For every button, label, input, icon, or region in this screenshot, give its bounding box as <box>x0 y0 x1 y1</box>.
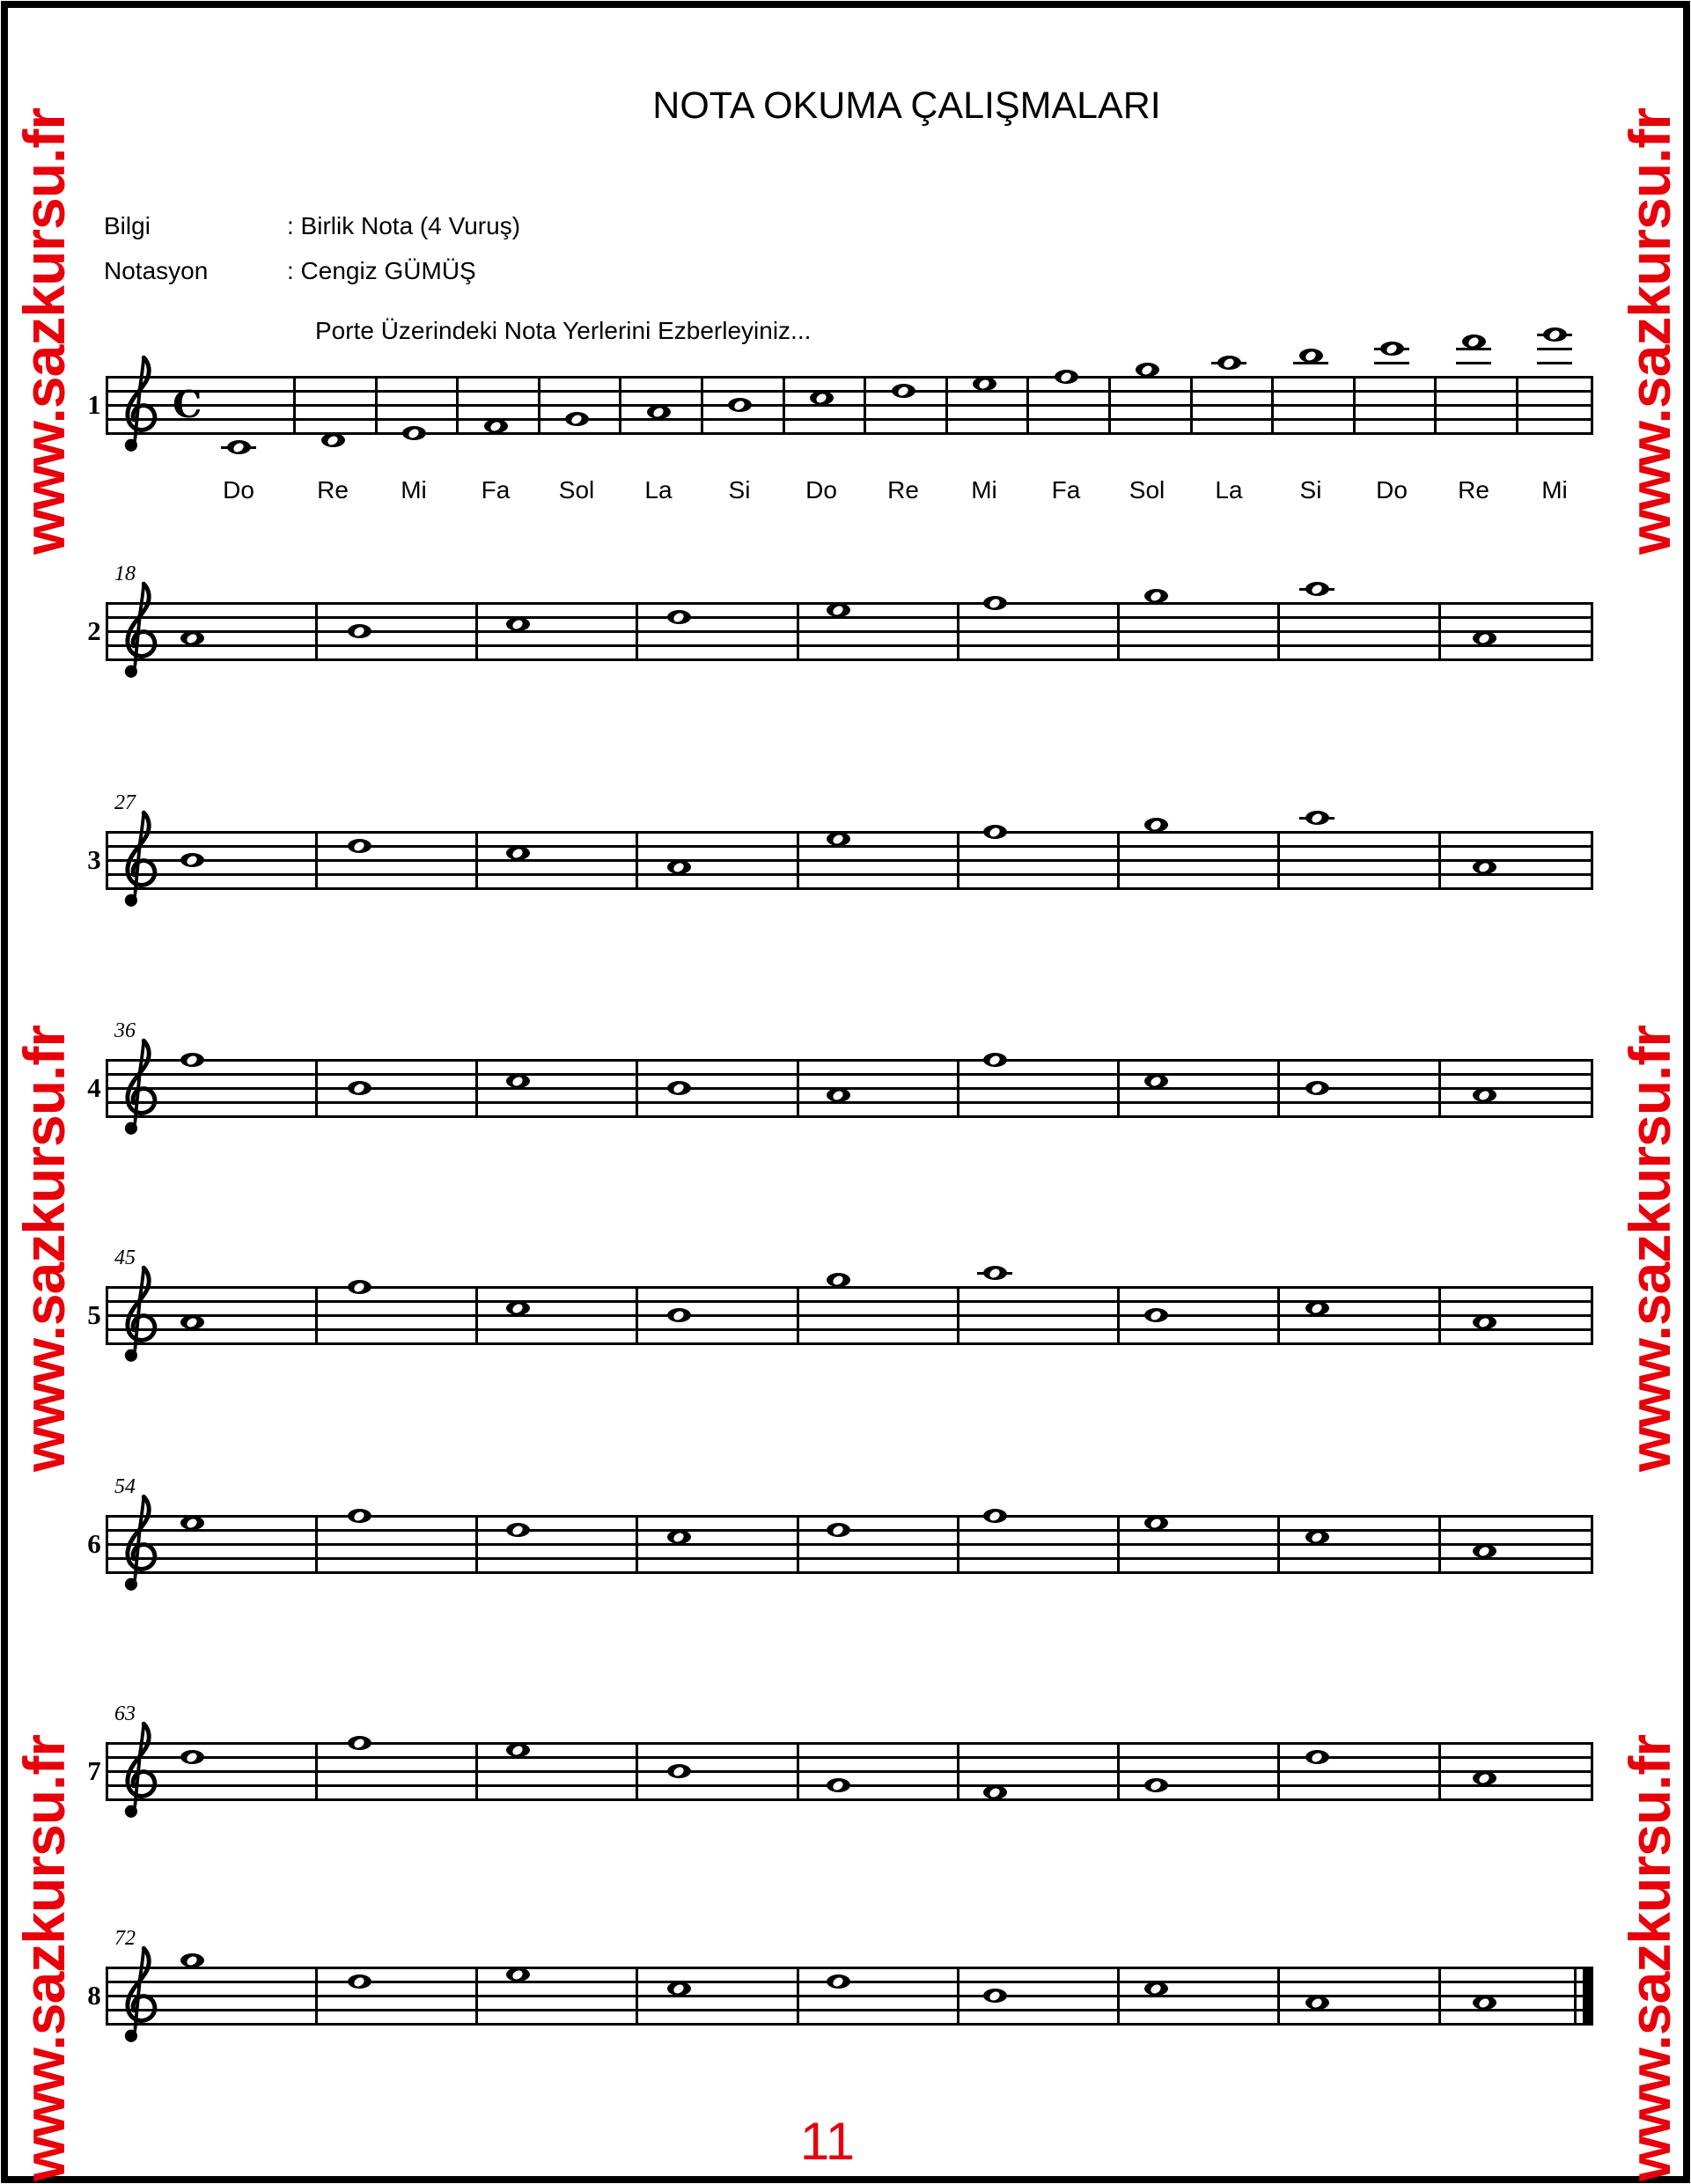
whole-note <box>180 1315 204 1329</box>
whole-note <box>506 1074 530 1088</box>
system-end-barline <box>1591 1742 1593 1801</box>
treble-clef-icon <box>118 1721 162 1825</box>
barline <box>636 1515 638 1574</box>
staff-line <box>106 1995 1593 1997</box>
barline <box>1438 602 1441 661</box>
treble-clef-icon <box>118 1265 162 1369</box>
notation-value: : Cengiz GÜMÜŞ <box>287 257 476 284</box>
solfege-label: Do <box>1376 476 1408 504</box>
staff-line <box>106 376 1593 379</box>
barline <box>1117 1742 1120 1801</box>
solfege-label: Mi <box>971 476 997 504</box>
whole-note <box>983 825 1007 839</box>
whole-note <box>1305 582 1329 596</box>
whole-note <box>506 617 530 631</box>
staff-line <box>106 1798 1593 1801</box>
barline <box>1438 831 1441 890</box>
whole-note <box>983 1989 1007 2003</box>
whole-note <box>1055 370 1078 384</box>
system-end-barline <box>1591 376 1593 435</box>
whole-note <box>647 405 671 419</box>
whole-note <box>506 846 530 860</box>
barline <box>1026 376 1029 435</box>
ledger-line <box>1374 362 1409 364</box>
barline <box>456 376 459 435</box>
barline <box>636 602 638 661</box>
barline <box>783 376 785 435</box>
barline <box>1190 376 1193 435</box>
staff-line <box>106 1328 1593 1331</box>
whole-note <box>667 1982 691 1996</box>
whole-note <box>827 1974 850 1989</box>
barline <box>957 1515 959 1574</box>
barline <box>1277 1967 1280 2026</box>
staff-line <box>106 404 1593 407</box>
barline <box>636 831 638 890</box>
barline <box>636 1059 638 1118</box>
whole-note <box>827 1088 850 1102</box>
system-number: 6 <box>87 1528 101 1559</box>
whole-note <box>227 440 251 454</box>
barline <box>315 602 318 661</box>
system-number: 8 <box>87 1980 101 2011</box>
whole-note <box>180 1516 204 1530</box>
barline <box>475 1742 478 1801</box>
info-value: : Birlik Nota (4 Vuruş) <box>287 212 521 239</box>
whole-note <box>667 1308 691 1322</box>
staff-line <box>106 859 1593 862</box>
whole-note <box>348 1736 371 1750</box>
barline <box>1438 1286 1441 1345</box>
barline <box>1438 1515 1441 1574</box>
system-end-barline <box>1591 1515 1593 1574</box>
barline <box>1438 1742 1441 1801</box>
staff-line <box>106 2023 1593 2026</box>
whole-note <box>1473 1315 1496 1329</box>
system-number: 7 <box>87 1755 101 1786</box>
whole-note <box>667 1081 691 1095</box>
barline <box>315 1742 318 1801</box>
staff-line <box>106 1571 1593 1574</box>
whole-note <box>1473 1771 1496 1785</box>
solfege-label: La <box>1215 476 1243 504</box>
solfege-label: Sol <box>558 476 595 504</box>
barline <box>945 376 948 435</box>
whole-note <box>983 1509 1007 1523</box>
whole-note <box>983 1053 1007 1067</box>
solfege-label: Si <box>1299 476 1322 504</box>
whole-note <box>348 839 371 853</box>
treble-clef-icon <box>118 581 162 685</box>
barline <box>957 1967 959 2026</box>
barline <box>797 1967 799 2026</box>
system-number: 5 <box>87 1299 101 1330</box>
barline <box>797 1059 799 1118</box>
whole-note <box>484 419 508 433</box>
barline <box>315 1515 318 1574</box>
final-barline-thick <box>1583 1967 1593 2026</box>
whole-note <box>728 398 752 412</box>
staff-line <box>106 1342 1593 1345</box>
barline <box>1516 376 1518 435</box>
whole-note <box>180 1053 204 1067</box>
solfege-label: La <box>644 476 673 504</box>
whole-note <box>180 1750 204 1764</box>
staff-line <box>106 390 1593 393</box>
whole-note <box>348 1974 371 1989</box>
watermark-right-bottom: www.sazkursu.fr <box>1617 1734 1682 2181</box>
ledger-line <box>1456 362 1491 364</box>
whole-note <box>667 1530 691 1544</box>
system-number: 3 <box>87 844 101 875</box>
whole-note <box>565 412 589 426</box>
barline <box>797 1742 799 1801</box>
whole-note <box>827 1778 850 1792</box>
measure-number: 72 <box>114 1927 136 1950</box>
whole-note <box>1305 1081 1329 1095</box>
staff-line <box>106 644 1593 647</box>
solfege-label: Re <box>1458 476 1489 504</box>
treble-clef-icon <box>118 1945 162 2049</box>
solfege-label: Do <box>805 476 837 504</box>
whole-note <box>1462 335 1486 349</box>
barline <box>1117 1515 1120 1574</box>
system-number: 1 <box>87 389 101 420</box>
barline <box>1277 1059 1280 1118</box>
barline <box>636 1967 638 2026</box>
solfege-label: Re <box>317 476 349 504</box>
barline <box>1277 1515 1280 1574</box>
staff-line <box>106 630 1593 633</box>
whole-note <box>1473 1996 1496 2010</box>
barline <box>1117 1286 1120 1345</box>
staff-line <box>106 1557 1593 1560</box>
barline <box>475 1059 478 1118</box>
whole-note <box>983 1785 1007 1799</box>
system-number: 4 <box>87 1072 101 1103</box>
barline <box>957 1059 959 1118</box>
whole-note <box>1473 631 1496 645</box>
staff-line <box>106 1314 1593 1317</box>
barline <box>475 1286 478 1345</box>
whole-note <box>1217 356 1241 370</box>
barline <box>1117 1967 1120 2026</box>
whole-note <box>1305 811 1329 825</box>
watermark-left-top: www.sazkursu.fr <box>11 107 77 555</box>
measure-number: 36 <box>114 1019 136 1042</box>
whole-note <box>1305 1750 1329 1764</box>
barline <box>636 1742 638 1801</box>
barline <box>475 1967 478 2026</box>
barline <box>475 602 478 661</box>
whole-note <box>1144 1516 1168 1530</box>
whole-note <box>1144 1308 1168 1322</box>
whole-note <box>180 631 204 645</box>
barline <box>1277 602 1280 661</box>
treble-clef-icon <box>118 1494 162 1598</box>
barline <box>375 376 378 435</box>
barline <box>797 602 799 661</box>
whole-note <box>321 433 345 447</box>
whole-note <box>1473 1544 1496 1558</box>
whole-note <box>1543 327 1567 342</box>
system-number: 2 <box>87 615 101 646</box>
solfege-label: Re <box>887 476 919 504</box>
staff-line <box>106 418 1593 421</box>
barline <box>797 1286 799 1345</box>
whole-note <box>1305 1301 1329 1315</box>
final-barline-thin <box>1574 1967 1577 2026</box>
barline <box>957 831 959 890</box>
whole-note <box>1299 349 1323 363</box>
whole-note <box>1144 1778 1168 1792</box>
whole-note <box>827 1273 850 1287</box>
ledger-line <box>1537 362 1572 364</box>
staff-line <box>106 1515 1593 1518</box>
barline <box>619 376 621 435</box>
staff-line <box>106 1967 1593 1969</box>
whole-note <box>1144 1074 1168 1088</box>
barline <box>636 1286 638 1345</box>
barline <box>797 1515 799 1574</box>
whole-note <box>667 860 691 874</box>
whole-note <box>827 603 850 617</box>
whole-note <box>1473 1088 1496 1102</box>
whole-note <box>827 832 850 846</box>
whole-note <box>1305 1996 1329 2010</box>
system-end-barline <box>1591 602 1593 661</box>
measure-number: 63 <box>114 1702 136 1725</box>
solfege-label: Si <box>728 476 751 504</box>
staff-line <box>106 887 1593 890</box>
whole-note <box>667 1764 691 1778</box>
barline <box>293 376 296 435</box>
barline <box>864 376 866 435</box>
whole-note <box>348 1509 371 1523</box>
whole-note <box>506 1523 530 1537</box>
instruction-text: Porte Üzerindeki Nota Yerlerini Ezberleyiniz... <box>315 317 812 344</box>
info-label: Bilgi <box>104 212 151 239</box>
whole-note <box>506 1743 530 1757</box>
solfege-label: Do <box>223 476 254 504</box>
barline <box>701 376 703 435</box>
whole-note <box>892 384 915 398</box>
system-end-barline <box>1591 1286 1593 1345</box>
barline <box>1434 376 1437 435</box>
whole-note <box>1305 1530 1329 1544</box>
whole-note <box>667 610 691 624</box>
whole-note <box>180 1953 204 1967</box>
barline <box>1117 831 1120 890</box>
barline <box>1271 376 1274 435</box>
staff-line <box>106 1543 1593 1546</box>
whole-note <box>827 1523 850 1537</box>
whole-note <box>1380 342 1404 356</box>
whole-note <box>810 391 834 405</box>
watermark-right-top: www.sazkursu.fr <box>1617 107 1682 555</box>
notation-label: Notasyon <box>104 257 209 284</box>
staff-line <box>106 658 1593 661</box>
solfege-label: Fa <box>481 476 511 504</box>
whole-note <box>1144 589 1168 603</box>
ledger-line <box>1537 348 1572 350</box>
staff-line <box>106 1756 1593 1759</box>
staff-line <box>106 1742 1593 1745</box>
solfege-label: Fa <box>1051 476 1081 504</box>
staff-line <box>106 873 1593 876</box>
watermark-left-bottom: www.sazkursu.fr <box>11 1734 77 2181</box>
whole-note <box>348 624 371 638</box>
page-title: NOTA OKUMA ÇALIŞMALARI <box>652 85 1161 127</box>
staff-line <box>106 1115 1593 1118</box>
barline <box>797 831 799 890</box>
barline <box>315 1967 318 2026</box>
whole-note <box>1144 818 1168 832</box>
treble-clef-icon <box>118 1038 162 1142</box>
staff-line <box>106 1770 1593 1773</box>
whole-note <box>1136 363 1159 377</box>
barline <box>1353 376 1356 435</box>
treble-clef-icon <box>118 810 162 914</box>
time-signature: C <box>173 383 202 426</box>
whole-note <box>983 1266 1007 1280</box>
barline <box>1277 1286 1280 1345</box>
system-end-barline <box>1591 1059 1593 1118</box>
whole-note <box>180 853 204 867</box>
staff-line <box>106 1300 1593 1303</box>
measure-number: 45 <box>114 1246 136 1269</box>
staff-line <box>106 2009 1593 2011</box>
solfege-label: Mi <box>1541 476 1568 504</box>
barline <box>475 1515 478 1574</box>
watermark-left-middle: www.sazkursu.fr <box>11 1025 77 1472</box>
barline <box>1438 1967 1441 2026</box>
staff-line <box>106 1073 1593 1076</box>
barline <box>1117 1059 1120 1118</box>
barline <box>1277 1742 1280 1801</box>
whole-note <box>402 426 426 440</box>
whole-note <box>506 1301 530 1315</box>
treble-clef-icon <box>118 355 162 459</box>
whole-note <box>348 1280 371 1294</box>
measure-number: 18 <box>114 563 136 585</box>
barline <box>315 1286 318 1345</box>
barline <box>475 831 478 890</box>
whole-note <box>983 596 1007 610</box>
whole-note <box>506 1967 530 1982</box>
barline <box>315 831 318 890</box>
whole-note <box>1144 1982 1168 1996</box>
barline <box>1108 376 1111 435</box>
whole-note <box>348 1081 371 1095</box>
watermark-right-middle: www.sazkursu.fr <box>1617 1025 1682 1472</box>
page-number: 11 <box>799 2112 856 2171</box>
whole-note <box>1473 860 1496 874</box>
measure-number: 27 <box>114 791 136 814</box>
barline <box>538 376 540 435</box>
barline <box>957 1286 959 1345</box>
barline <box>1117 602 1120 661</box>
barline <box>957 602 959 661</box>
barline <box>315 1059 318 1118</box>
system-end-barline <box>1591 831 1593 890</box>
staff-line <box>106 1059 1593 1062</box>
measure-number: 54 <box>114 1475 136 1498</box>
barline <box>957 1742 959 1801</box>
solfege-label: Sol <box>1129 476 1165 504</box>
solfege-label: Mi <box>401 476 427 504</box>
whole-note <box>973 377 996 391</box>
barline <box>1277 831 1280 890</box>
barline <box>1438 1059 1441 1118</box>
